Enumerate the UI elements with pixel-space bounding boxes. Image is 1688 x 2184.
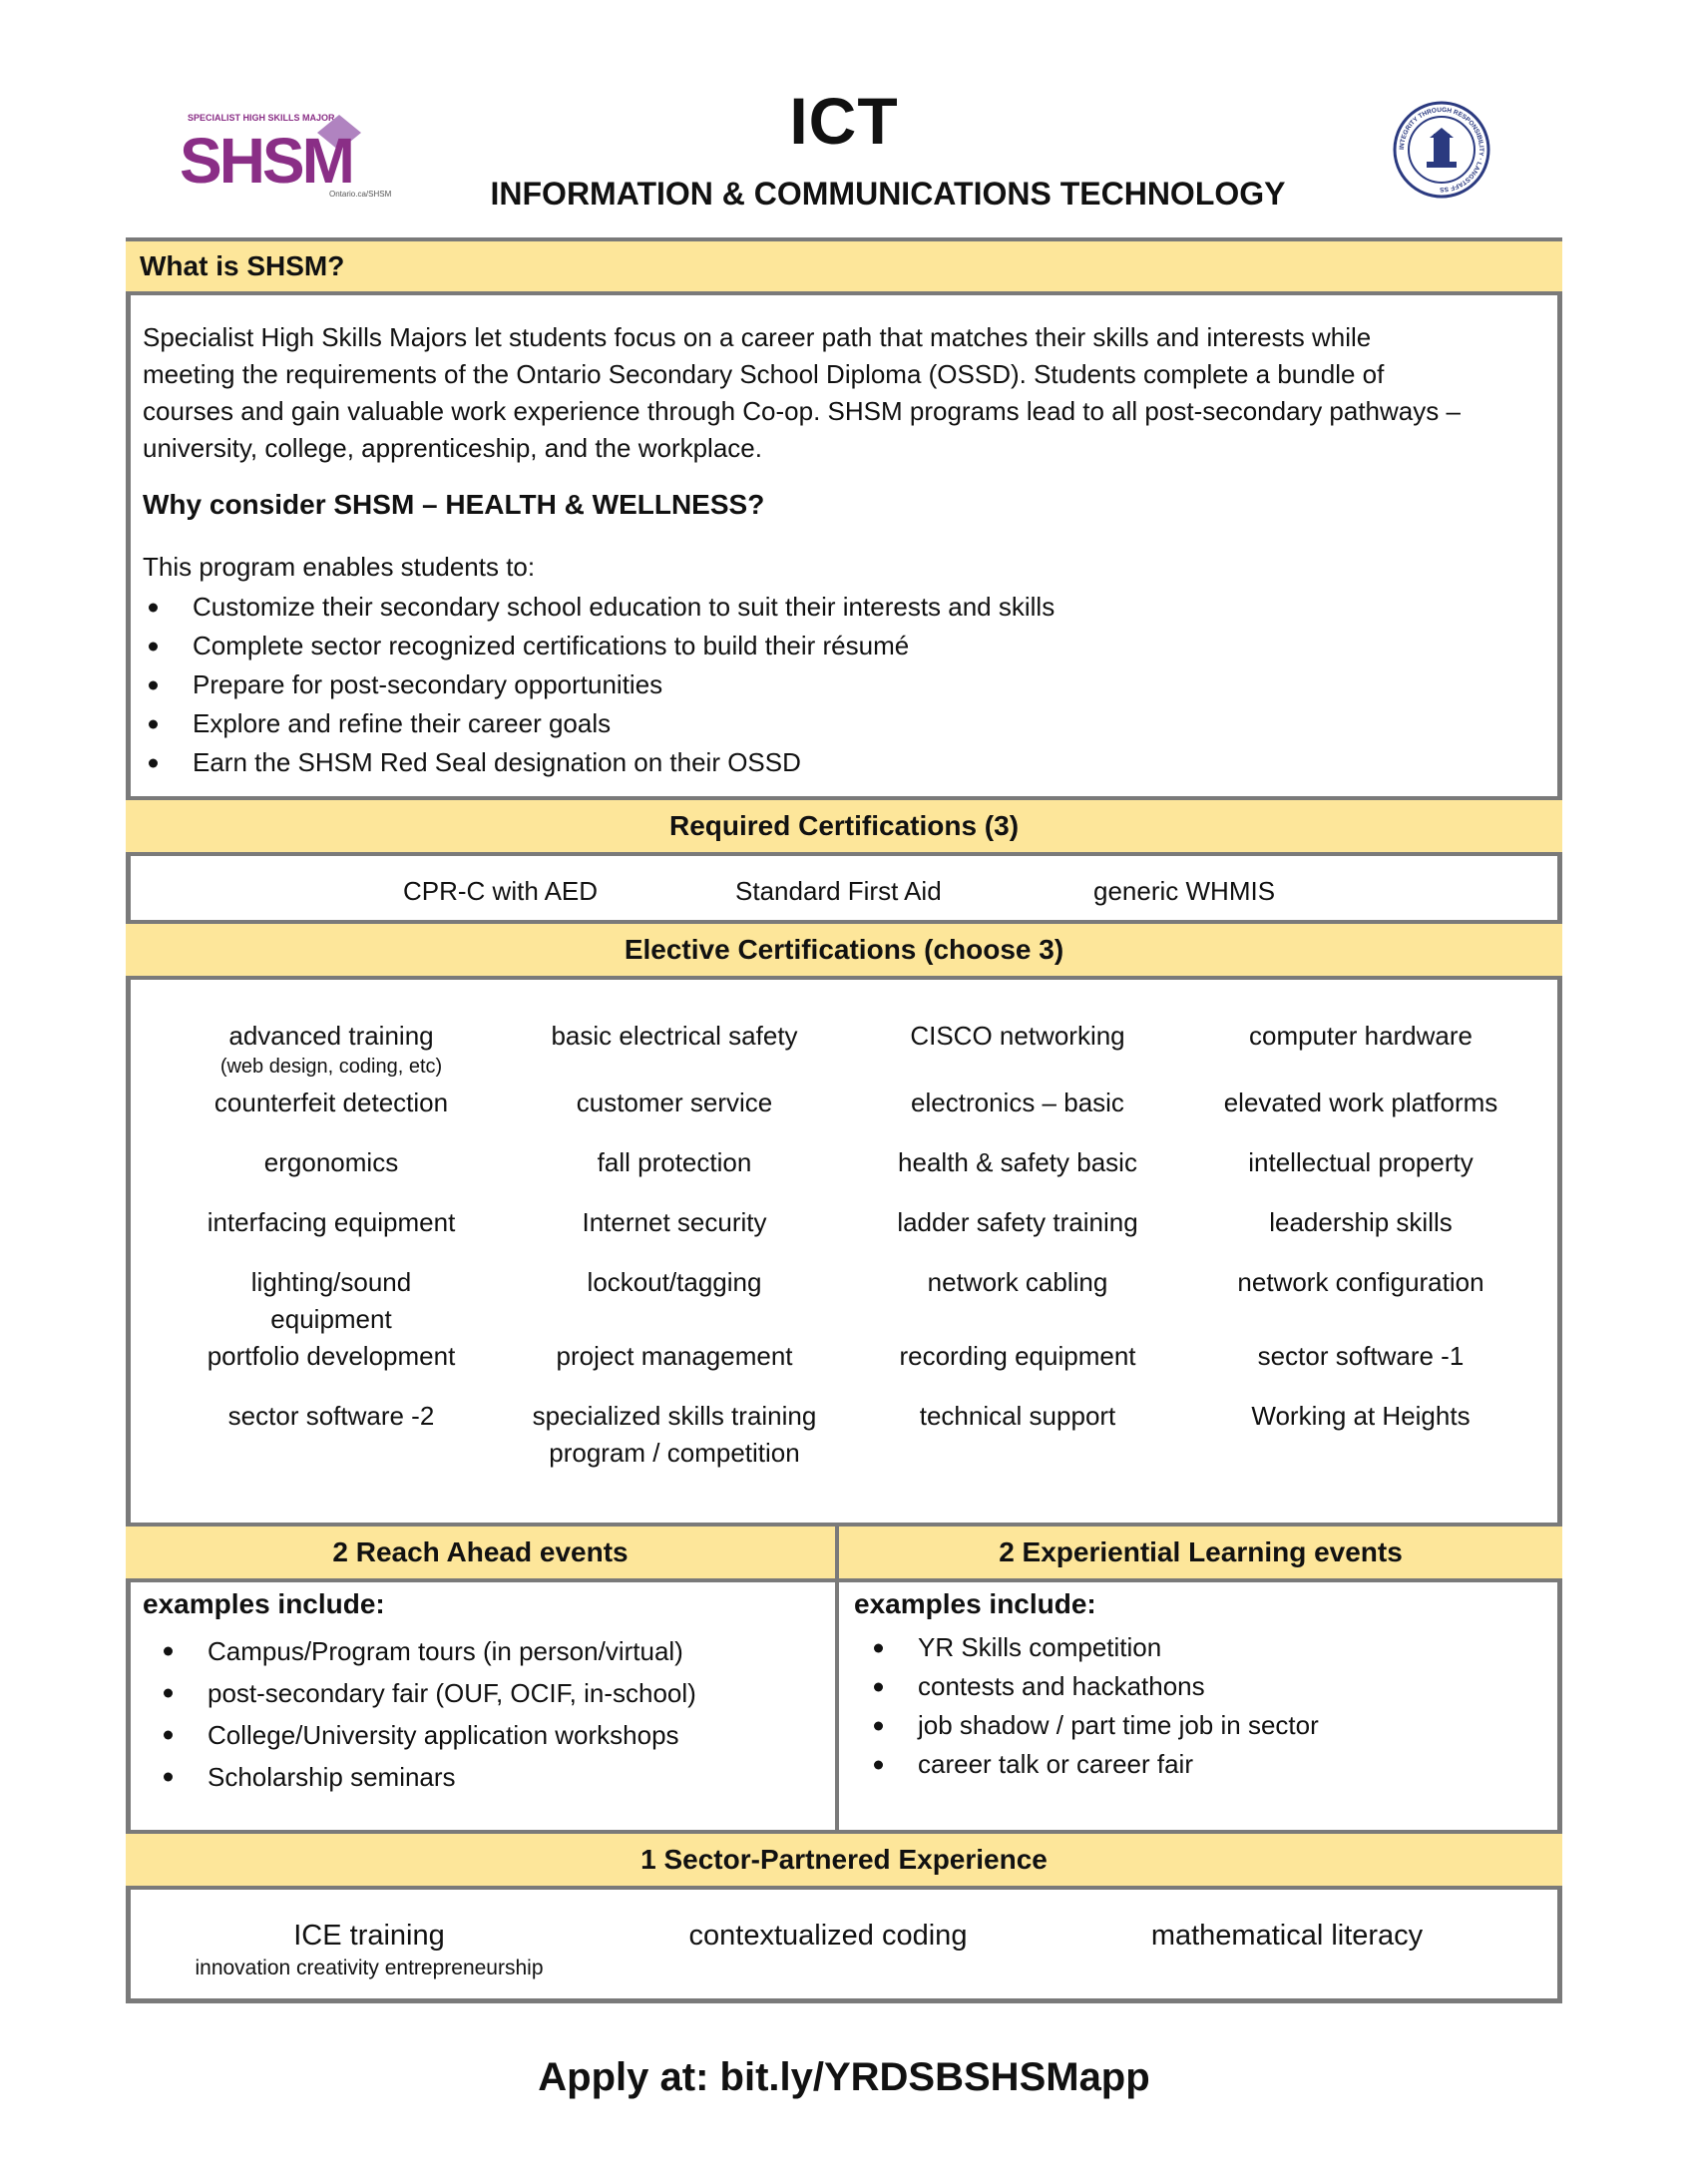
elective-cert-item: intellectual property — [1248, 1147, 1474, 1177]
required-certifications-heading-text: Required Certifications (3) — [668, 810, 1020, 841]
sector-partnered-heading-text: 1 Sector-Partnered Experience — [640, 1844, 1048, 1875]
elective-cert-item: customer service — [576, 1088, 773, 1117]
school-seal-logo — [1392, 100, 1491, 200]
bullet-icon — [874, 1682, 883, 1691]
elective-cert-item: Internet security — [582, 1207, 767, 1237]
what-is-shsm-heading-text: What is SHSM? — [140, 250, 345, 281]
elective-cert-item: health & safety basic — [898, 1147, 1137, 1177]
elective-cert-item: technical support — [919, 1401, 1116, 1431]
elective-cert-item: project management — [556, 1341, 793, 1371]
reach-ahead-list — [158, 1630, 696, 1798]
elective-cert-item: specialized skills training program / competition — [532, 1401, 817, 1468]
elective-certifications-heading-text: Elective Certifications (choose 3) — [624, 934, 1064, 965]
bullet-icon — [874, 1721, 883, 1730]
bullet-icon — [874, 1643, 883, 1652]
list-item: Scholarship seminars — [158, 1756, 696, 1798]
page-subtitle: INFORMATION & COMMUNICATIONS TECHNOLOGY — [490, 176, 1286, 212]
what-is-shsm-paragraph — [143, 319, 1549, 467]
list-item: Explore and refine their career goals — [143, 704, 1055, 743]
experiential-heading: 2 Experiential Learning events — [999, 1536, 1403, 1567]
elective-cert-item: sector software -1 — [1257, 1341, 1465, 1371]
paragraph-line: university, college, apprenticeship, and the workplace. — [143, 433, 762, 463]
elective-cert-item: elevated work platforms — [1223, 1088, 1498, 1117]
sector-partnered-heading — [126, 1830, 1562, 1890]
required-cert-item: generic WHMIS — [1093, 876, 1276, 906]
apply-link-text: Apply at: bit.ly/YRDSBSHSMapp — [538, 2055, 1150, 2099]
program-intro: This program enables students to: — [143, 552, 536, 582]
why-consider-heading: Why consider SHSM – HEALTH & WELLNESS? — [143, 489, 765, 520]
sector-item-ice: ICE training innovation creativity entrepreneurship — [170, 1920, 569, 1980]
list-item: career talk or career fair — [868, 1745, 1319, 1784]
elective-cert-item: sector software -2 — [227, 1401, 435, 1431]
elective-cert-item: counterfeit detection — [213, 1088, 449, 1117]
logo-small-text: SPECIALIST HIGH SKILLS MAJOR — [188, 113, 335, 123]
list-item: College/University application workshops — [158, 1714, 696, 1756]
elective-cert-item: advanced training (web design, coding, etc) — [160, 1018, 503, 1079]
benefits-list — [143, 588, 1055, 782]
bullet-icon — [149, 603, 158, 612]
list-item: Complete sector recognized certifications to build their résumé — [143, 627, 1055, 665]
elective-certifications-heading — [126, 920, 1562, 980]
paragraph-line: courses and gain valuable work experience through Co-op. SHSM programs lead to all post-secondary pathways – — [143, 396, 1461, 426]
bullet-icon — [149, 719, 158, 728]
sector-item: mathematical literacy — [1150, 1920, 1424, 1952]
experiential-list — [868, 1628, 1319, 1784]
bullet-icon — [164, 1689, 173, 1698]
bullet-icon — [149, 642, 158, 651]
elective-cert-item: CISCO networking — [910, 1021, 1125, 1051]
bullet-icon — [164, 1647, 173, 1656]
ice-note: innovation creativity entrepreneurship — [195, 1957, 544, 1979]
elective-cert-item: basic electrical safety — [551, 1021, 798, 1051]
list-item: job shadow / part time job in sector — [868, 1706, 1319, 1745]
sector-item: contextualized coding — [688, 1920, 968, 1952]
elective-cert-item: network cabling — [927, 1267, 1108, 1297]
elective-cert-item: lighting/sound equipment — [250, 1267, 412, 1334]
elective-cert-item: leadership skills — [1269, 1207, 1453, 1237]
list-item: Customize their secondary school education to suit their interests and skills — [143, 588, 1055, 627]
paragraph-line: Specialist High Skills Majors let students focus on a career path that matches their skills and interests while — [143, 322, 1372, 352]
elective-cert-item: fall protection — [597, 1147, 752, 1177]
elective-cert-item: recording equipment — [899, 1341, 1136, 1371]
list-item: Earn the SHSM Red Seal designation on their OSSD — [143, 743, 1055, 782]
elective-cert-item: interfacing equipment — [207, 1207, 456, 1237]
required-certifications-heading — [126, 796, 1562, 856]
list-item: post-secondary fair (OUF, OCIF, in-school) — [158, 1672, 696, 1714]
elective-cert-item: Working at Heights — [1251, 1401, 1471, 1431]
elective-cert-note: (web design, coding, etc) — [219, 1056, 443, 1078]
page-header — [0, 0, 1688, 239]
bullet-icon — [874, 1760, 883, 1769]
list-item: contests and hackathons — [868, 1667, 1319, 1706]
elective-cert-item: portfolio development — [207, 1341, 456, 1371]
page-title: ICT — [789, 84, 899, 158]
reach-ahead-heading: 2 Reach Ahead events — [332, 1536, 629, 1567]
elective-cert-item: computer hardware — [1249, 1021, 1473, 1051]
bullet-icon — [149, 758, 158, 767]
experiential-examples-label: examples include: — [854, 1588, 1096, 1619]
bullet-icon — [164, 1773, 173, 1782]
what-is-shsm-heading — [126, 237, 1562, 295]
reach-ahead-examples-label: examples include: — [143, 1588, 385, 1619]
seal-ring-text: INTEGRITY THROUGH RESPONSIBILITY · LANGSTAFF SS — [1398, 106, 1485, 194]
logo-tag-text: Ontario.ca/SHSM — [329, 190, 392, 199]
bullet-icon — [164, 1731, 173, 1740]
elective-cert-item: lockout/tagging — [587, 1267, 762, 1297]
logo-big-text: SHSM — [180, 125, 352, 197]
elective-cert-item: network configuration — [1237, 1267, 1484, 1297]
list-item: YR Skills competition — [868, 1628, 1319, 1667]
required-cert-item: CPR-C with AED — [403, 876, 599, 906]
bullet-icon — [149, 680, 158, 689]
elective-cert-item: electronics – basic — [911, 1088, 1124, 1117]
list-item: Prepare for post-secondary opportunities — [143, 665, 1055, 704]
required-cert-item: Standard First Aid — [735, 876, 942, 906]
elective-cert-item: ladder safety training — [897, 1207, 1138, 1237]
elective-cert-item: ergonomics — [263, 1147, 399, 1177]
list-item: Campus/Program tours (in person/virtual) — [158, 1630, 696, 1672]
paragraph-line: meeting the requirements of the Ontario Secondary School Diploma (OSSD). Students complete a bundle of — [143, 359, 1385, 389]
